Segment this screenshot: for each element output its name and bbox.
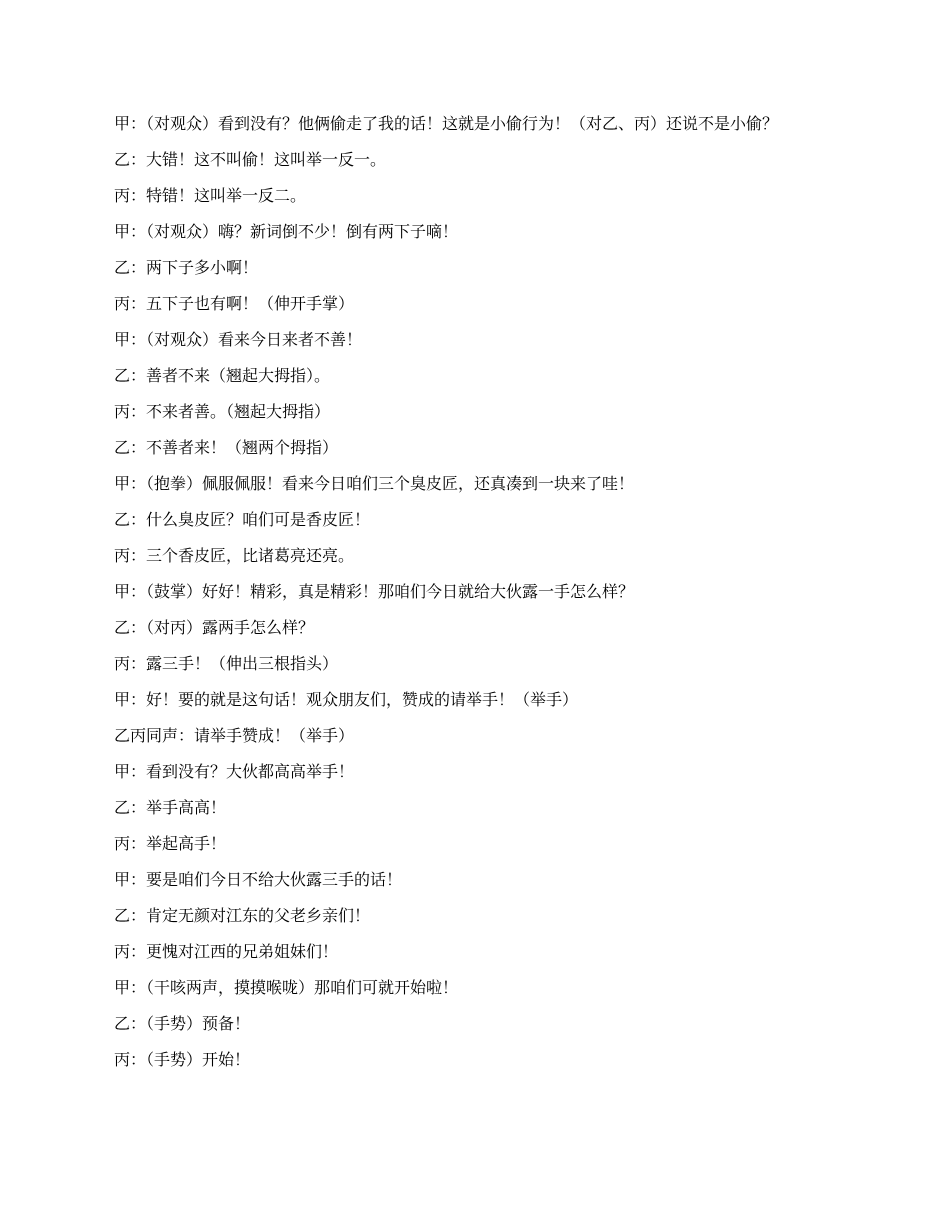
dialogue-line: 乙：两下子多小啊！ xyxy=(114,258,259,277)
dialogue-line: 乙：肯定无颜对江东的父老乡亲们！ xyxy=(114,906,371,925)
dialogue-line: 丙：露三手！（伸出三根指头） xyxy=(114,654,339,673)
dialogue-line: 丙：（手势）开始！ xyxy=(114,1050,251,1069)
dialogue-line: 乙丙同声：请举手赞成！（举手） xyxy=(114,726,355,745)
dialogue-line: 乙：善者不来（翘起大拇指）。 xyxy=(114,366,331,385)
dialogue-line: 丙：三个香皮匠，比诸葛亮还亮。 xyxy=(114,546,355,565)
dialogue-line: 甲：（干咳两声，摸摸喉咙）那咱们可就开始啦！ xyxy=(114,978,459,997)
dialogue-line: 丙：特错！这叫举一反二。 xyxy=(114,186,307,205)
dialogue-line: 乙：（手势）预备！ xyxy=(114,1014,251,1033)
dialogue-line: 甲：看到没有？大伙都高高举手！ xyxy=(114,762,355,781)
dialogue-line: 甲：（抱拳）佩服佩服！看来今日咱们三个臭皮匠，还真凑到一块来了哇！ xyxy=(114,474,635,493)
dialogue-line: 丙：举起高手！ xyxy=(114,834,227,853)
dialogue-line: 甲：（对观众）看到没有？他俩偷走了我的话！这就是小偷行为！（对乙、丙）还说不是小偷？ xyxy=(114,114,779,133)
dialogue-line: 乙：什么臭皮匠？咱们可是香皮匠！ xyxy=(114,510,371,529)
dialogue-line: 丙：五下子也有啊！（伸开手掌） xyxy=(114,294,355,313)
dialogue-line: 丙：不来者善。（翘起大拇指） xyxy=(114,402,331,421)
dialogue-line: 乙：（对丙）露两手怎么样？ xyxy=(114,618,315,637)
dialogue-line: 甲：（鼓掌）好好！精彩，真是精彩！那咱们今日就给大伙露一手怎么样？ xyxy=(114,582,635,601)
dialogue-line: 甲：好！要的就是这句话！观众朋友们，赞成的请举手！（举手） xyxy=(114,690,579,709)
dialogue-line: 丙：更愧对江西的兄弟姐妹们！ xyxy=(114,942,339,961)
dialogue-line: 乙：大错！这不叫偷！这叫举一反一。 xyxy=(114,150,387,169)
dialogue-line: 乙：不善者来！（翘两个拇指） xyxy=(114,438,339,457)
dialogue-line: 乙：举手高高！ xyxy=(114,798,227,817)
dialogue-script xyxy=(114,113,844,1085)
dialogue-line: 甲：（对观众）看来今日来者不善！ xyxy=(114,330,363,349)
dialogue-line: 甲：（对观众）嗨？新词倒不少！倒有两下子嘀！ xyxy=(114,222,459,241)
dialogue-line: 甲：要是咱们今日不给大伙露三手的话！ xyxy=(114,870,403,889)
